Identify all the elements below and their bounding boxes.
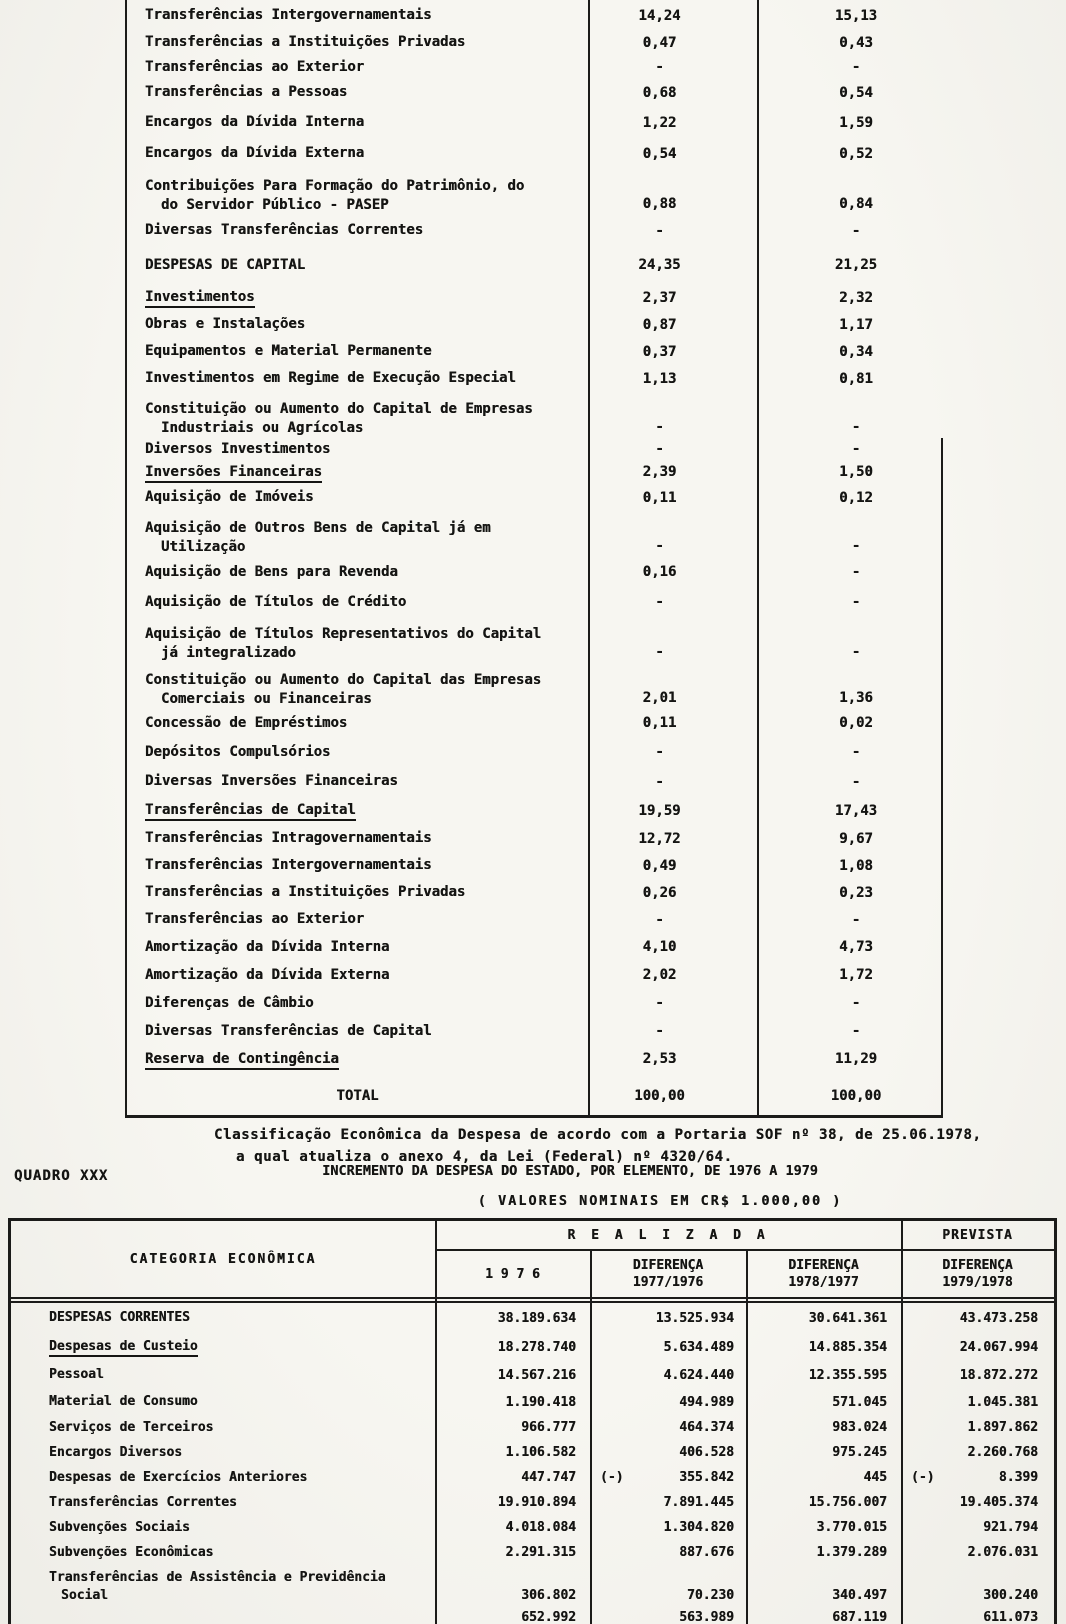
value-col3 [746,1395,901,1410]
table-row [127,29,943,56]
value-col1 [435,1420,590,1435]
cell-value: 30.641.361 [808,1310,887,1326]
cell-value: 611.073 [983,1609,1038,1624]
value-col1: 19,59 [638,802,681,819]
cell-value: 2.291.315 [505,1545,576,1560]
value-col1 [435,1588,590,1605]
table-row [127,767,943,796]
value-col1: 2,37 [642,289,677,306]
cell-value: 18.872.272 [959,1367,1038,1383]
cell-value: 5.634.489 [663,1339,734,1355]
value-col1 [435,1545,590,1560]
value-col4 [901,1545,1054,1560]
row-label: Encargos da Dívida Interna [145,114,365,130]
value-col1 [435,1368,590,1383]
cell-value: 406.528 [679,1445,734,1460]
row-label: Equipamentos e Material Permanente [145,343,432,359]
cell-value: 687.119 [832,1609,887,1624]
cell-value: 921.794 [983,1520,1038,1535]
value-col2: - [851,773,861,790]
value-col2: - [851,222,861,239]
value-col1 [435,1470,590,1485]
row-label: Aquisição de Imóveis [145,489,314,505]
table-row [127,825,943,852]
table-row [127,246,943,284]
value-col2: 0,84 [839,196,873,212]
header-prevista: PREVISTA [901,1221,1054,1251]
cell-value: 8.399 [998,1470,1038,1485]
row-label: Transferências Intergovernamentais [145,7,432,23]
value-col2: 1,08 [839,857,873,874]
table-row [127,392,943,438]
value-col4 [901,1420,1054,1435]
table1-footnote [214,1124,1054,1168]
row-label: Aquisição de Bens para Revenda [145,563,398,580]
table-row [11,1540,1054,1565]
table2-rows [11,1303,1054,1624]
value-col2: 0,43 [839,34,873,51]
value-col2 [590,1311,746,1326]
value-col3 [746,1368,901,1383]
table-row [127,906,943,933]
value-col3 [746,1520,901,1535]
value-col1: - [655,644,664,660]
value-col1: 0,47 [642,34,677,51]
value-col4 [901,1520,1054,1535]
row-label: Material de Consumo [49,1394,198,1409]
value-col1 [435,1445,590,1460]
row-label: Contribuições Para Formação do Patrimônio, do do Servidor Público - PASEP [145,178,525,213]
value-col1: 0,26 [642,884,677,901]
total-label: TOTAL [336,1088,379,1104]
value-col2 [590,1495,746,1510]
cell-value: 1.897.862 [967,1420,1038,1435]
row-label: Constituição ou Aumento do Capital de Empresas Industriais ou Agrícolas [145,401,533,436]
value-col2: 1,72 [839,967,873,983]
footnote-line-2: a qual atualiza o anexo 4, da Lei (Federal) nº 4320/64. [236,1149,733,1165]
value-col2: 0,81 [839,370,873,387]
row-label: Transferências a Pessoas [145,84,348,100]
table1-rows [127,2,943,1119]
value-col2: - [851,644,861,660]
value-col3 [746,1610,901,1624]
value-col1: - [655,1023,664,1039]
table-row [127,709,943,737]
header-categoria-economica: CATEGORIA ECONÔMICA [129,1251,317,1267]
table-row [127,284,943,311]
cell-value: 445 [863,1470,887,1485]
value-col2: 0,02 [839,715,873,731]
value-col3 [746,1588,901,1605]
value-col1 [435,1520,590,1535]
cell-value: 2.076.031 [967,1545,1038,1560]
value-col2 [590,1340,746,1355]
cell-value: 3.770.015 [816,1520,887,1535]
value-col1: 0,11 [642,489,677,506]
cell-value: 1.190.418 [505,1394,576,1410]
value-col2: 1,36 [839,690,873,706]
table-row [127,587,943,617]
cell-value: 494.989 [679,1394,734,1410]
value-col2: 21,25 [834,257,878,273]
row-label: Amortização da Dívida Interna [145,938,390,955]
cell-value: 43.473.258 [959,1310,1038,1326]
table-row [11,1333,1054,1361]
header-realizada: R E A L I Z A D A [435,1221,901,1251]
value-col2 [590,1520,746,1535]
value-col1: 4,10 [642,939,677,955]
value-col1: - [655,594,664,610]
row-label: Constituição ou Aumento do Capital das Empresas Comerciais ou Financeiras [145,672,542,707]
cell-value: 1.379.289 [816,1545,887,1560]
row-label: Encargos da Dívida Externa [145,145,365,161]
value-col2: 0,23 [839,884,873,901]
cell-value: 4.624.440 [663,1367,734,1383]
row-label: Transferências a Instituições Privadas [145,34,466,50]
cell-value: 14.885.354 [808,1339,887,1355]
value-col2 [590,1545,746,1560]
value-col2: - [851,419,861,435]
value-col1: 1,13 [642,370,677,387]
value-col2: 11,29 [834,1051,878,1067]
cell-value: 4.018.084 [505,1520,576,1535]
value-col2: - [851,564,861,580]
negative-sign: (-) [600,1470,624,1485]
value-col2: - [851,911,861,928]
table-row [127,2,943,29]
row-label: Investimentos [127,288,588,307]
table-row [11,1490,1054,1515]
value-col1: 0,37 [642,343,677,360]
value-col2: - [851,1023,861,1039]
value-col1: - [655,59,664,75]
table-row [11,1515,1054,1540]
cell-value: 975.245 [832,1445,887,1460]
value-col2 [590,1588,746,1605]
value-col4 [901,1445,1054,1460]
row-label: Transferências ao Exterior [145,911,365,927]
expense-increment-table [8,1218,1057,1624]
value-col1: 0,88 [642,196,677,212]
row-label: Transferências Intergovernamentais [145,857,432,873]
row-label: Amortização da Dívida Externa [145,966,390,983]
value-col4 [901,1311,1054,1326]
header-diferenca-1978-1977 [746,1251,901,1297]
table-row [127,107,943,138]
table-row [127,796,943,825]
table-row [127,989,943,1017]
row-label: DESPESAS CORRENTES [49,1310,190,1325]
value-col2: 17,43 [834,802,878,819]
economic-classification-percent-table [125,0,943,1118]
cell-value: 464.374 [679,1420,734,1435]
value-col1: 12,72 [638,830,681,847]
row-label: Aquisição de Títulos Representativos do Capital já integralizado [145,626,542,661]
value-col3 [746,1445,901,1460]
row-label: Diversas Transferências Correntes [145,222,424,238]
table-row [127,78,943,107]
cell-value: 966.777 [521,1420,576,1435]
value-col2: 0,52 [839,145,873,162]
cell-value: 447.747 [521,1470,576,1485]
table-row [127,879,943,906]
value-col4 [901,1470,1054,1485]
value-col2 [590,1610,746,1624]
table-row [127,138,943,169]
row-label: Transferências ao Exterior [145,58,365,75]
row-label: Diversas Inversões Financeiras [145,773,398,789]
table-row [127,460,943,484]
table-row [11,1605,1054,1624]
value-col1: 2,01 [642,690,677,706]
row-label: Depósitos Compulsórios [145,743,331,760]
row-label: Diversos Investimentos [145,440,331,457]
value-col1 [435,1495,590,1510]
value-col1 [435,1395,590,1410]
cell-value: 18.278.740 [497,1339,576,1355]
value-col1: - [655,744,664,760]
cell-value: 652.992 [521,1609,576,1624]
value-col1: - [655,222,664,239]
header-diferenca-1977-1976 [590,1251,746,1297]
total-value-col2: 100,00 [830,1088,882,1104]
value-col1: - [655,995,664,1011]
value-col1: - [655,773,664,790]
cell-value: 14.567.216 [497,1367,576,1383]
value-col4 [901,1368,1054,1383]
cell-value: 306.802 [521,1588,576,1603]
value-col1: 2,02 [642,967,677,983]
value-col2: - [851,594,861,610]
header-dif3-line2: 1979/1978 [942,1275,1013,1290]
value-col3 [746,1420,901,1435]
row-label: Serviços de Terceiros [49,1419,214,1435]
value-col3 [746,1470,901,1485]
value-col1 [435,1340,590,1355]
value-col1: 0,68 [642,84,677,101]
table1-total-row [127,1073,943,1119]
value-col2: 1,17 [839,316,873,333]
value-col1: - [655,419,664,435]
value-col2: 0,12 [839,489,873,506]
value-col1: 24,35 [638,257,681,273]
value-col1: 1,22 [642,114,677,131]
table-row [127,737,943,767]
header-diferenca-1979-1978 [901,1251,1054,1297]
table-row [127,663,943,709]
table-row [127,1045,943,1073]
row-label: Subvenções Sociais [49,1519,190,1535]
value-col2: - [851,744,861,760]
value-col4 [901,1395,1054,1410]
row-label: Transferências de Capital [127,801,588,820]
cell-value: 24.067.994 [959,1339,1038,1355]
value-col2 [590,1368,746,1383]
value-col2: 2,32 [839,289,873,306]
value-col1 [435,1311,590,1326]
table-row [11,1465,1054,1490]
value-col1: 2,53 [642,1051,677,1067]
value-col4 [901,1340,1054,1355]
row-label: Despesas de Custeio [11,1338,435,1356]
value-col1: 0,54 [642,145,677,162]
cell-value: 70.230 [687,1588,734,1603]
row-label: Subvenções Econômicas [49,1544,214,1560]
table-row [127,511,943,557]
cell-value: 983.024 [832,1420,887,1435]
value-col3 [746,1545,901,1560]
row-label: Inversões Financeiras [127,463,588,482]
value-col2 [590,1445,746,1460]
table-row [127,557,943,587]
table2-subtitle: ( VALORES NOMINAIS EM CR$ 1.000,00 ) [477,1193,843,1209]
value-col2: - [851,59,861,75]
header-dif3-line1: DIFERENÇA [942,1258,1013,1273]
value-col3 [746,1340,901,1355]
value-col2 [590,1470,746,1485]
value-col1: 0,16 [642,564,677,580]
cell-value: 300.240 [983,1588,1038,1603]
value-col2: 15,13 [834,7,878,24]
table-row [127,484,943,511]
value-col1: 2,39 [642,464,677,480]
value-col3 [746,1311,901,1326]
table-row [11,1303,1054,1333]
table-row [127,438,943,460]
table-row [11,1361,1054,1389]
cell-value: 571.045 [832,1394,887,1410]
value-col1: - [655,538,664,554]
value-col1: 0,87 [642,316,677,333]
value-col1 [435,1610,590,1624]
row-label: Despesas de Exercícios Anteriores [49,1469,308,1485]
cell-value: 340.497 [832,1588,887,1603]
table-row [127,365,943,392]
row-label: Diferenças de Câmbio [145,994,314,1011]
table-row [127,1017,943,1045]
footnote-line-1: Classificação Econômica da Despesa de acordo com a Portaria SOF nº 38, de 25.06.1978, [214,1127,982,1143]
value-col4 [901,1588,1054,1605]
value-col2: - [851,441,861,457]
value-col1: 0,49 [642,857,677,874]
cell-value: 1.304.820 [663,1520,734,1535]
cell-value: 7.891.445 [663,1495,734,1510]
header-dif2-line1: DIFERENÇA [788,1258,859,1273]
value-col2 [590,1420,746,1435]
cell-value: 355.842 [679,1470,734,1485]
row-label: Transferências a Instituições Privadas [145,884,466,900]
table-row [127,933,943,961]
row-label: Obras e Instalações [145,316,306,332]
header-1976 [435,1251,590,1297]
negative-sign: (-) [911,1470,935,1485]
cell-value: 13.525.934 [655,1310,734,1326]
cell-value: 12.355.595 [808,1367,887,1383]
value-col1: - [655,911,664,928]
cell-value: 38.189.634 [497,1310,576,1326]
table-row [127,852,943,879]
row-label: Pessoal [49,1367,104,1382]
cell-value: 19.405.374 [959,1495,1038,1510]
value-col3 [746,1495,901,1510]
value-col2 [590,1395,746,1410]
row-label: Diversas Transferências de Capital [145,1022,432,1039]
table-row [127,56,943,78]
value-col4 [901,1495,1054,1510]
header-dif1-line2: 1977/1976 [632,1275,704,1290]
value-col2: 0,54 [839,84,873,101]
table2-title: INCREMENTO DA DESPESA DO ESTADO, POR ELEMENTO, DE 1976 A 1979 [322,1163,818,1179]
table-row [127,617,943,663]
row-label: Transferências Correntes [49,1494,237,1510]
value-col2: 0,34 [839,343,873,360]
header-dif2-line2: 1978/1977 [788,1275,859,1290]
row-label: Aquisição de Títulos de Crédito [145,593,407,610]
row-label: Aquisição de Outros Bens de Capital já em Utilização [145,520,491,555]
value-col2: - [851,995,861,1011]
header-dif1-line1: DIFERENÇA [632,1258,704,1273]
row-label: Concessão de Empréstimos [145,714,348,731]
value-col2: 1,59 [839,114,873,131]
cell-value: 15.756.007 [808,1495,887,1510]
value-col4 [901,1610,1054,1624]
value-col1: - [655,441,664,457]
quadro-label: QUADRO XXX [14,1168,109,1184]
value-col2: 1,50 [839,464,873,480]
table-row [11,1415,1054,1440]
row-label: Encargos Diversos [49,1444,183,1460]
table-row [127,215,943,246]
value-col2: - [851,538,861,554]
header-1976-label: 1 9 7 6 [485,1266,540,1282]
table-row [11,1389,1054,1415]
row-label: Investimentos em Regime de Execução Especial [145,370,516,386]
table-row [127,311,943,338]
row-label: Reserva de Contingência [127,1050,588,1069]
cell-value: 563.989 [679,1609,734,1624]
table-row [11,1565,1054,1605]
cell-value: 1.106.582 [505,1445,576,1460]
cell-value: 887.676 [679,1545,734,1560]
table-row [127,338,943,365]
value-col2: 9,67 [839,830,873,847]
total-value-col1: 100,00 [634,1088,685,1104]
row-label: Transferências de Assistência e Previdência Social [49,1570,386,1603]
cell-value: 19.910.894 [497,1495,576,1510]
row-label: DESPESAS DE CAPITAL [145,256,306,273]
table-row [127,961,943,989]
table-row [11,1440,1054,1465]
table-row [127,169,943,215]
value-col1: 14,24 [638,7,681,24]
row-label: Transferências Intragovernamentais [145,830,432,846]
cell-value: 1.045.381 [967,1394,1038,1410]
cell-value: 2.260.768 [967,1445,1038,1460]
value-col2: 4,73 [839,939,873,955]
value-col1: 0,11 [642,715,677,731]
